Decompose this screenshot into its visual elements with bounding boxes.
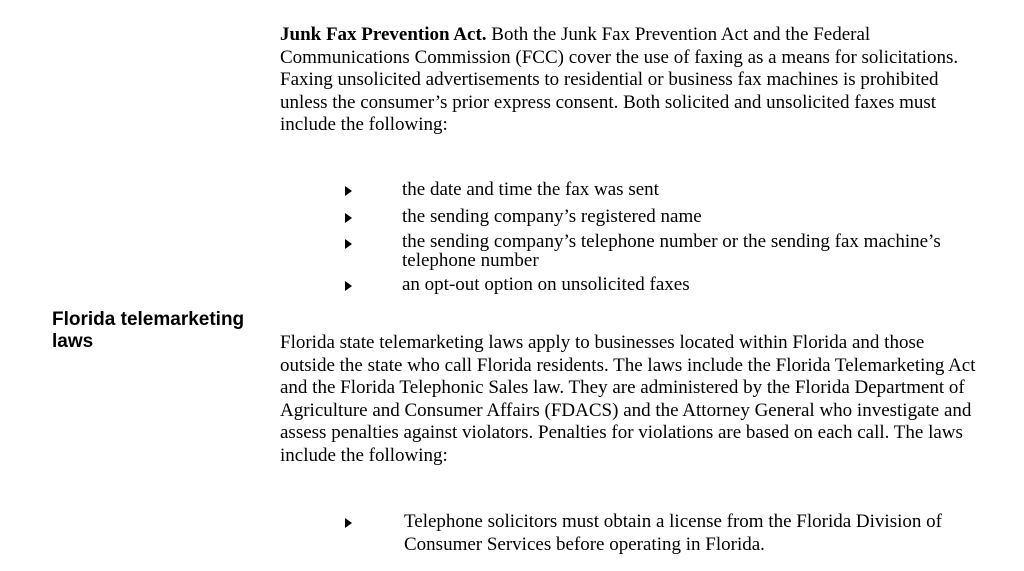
list-item — [340, 232, 980, 270]
florida-requirements-list — [340, 511, 980, 556]
triangle-bullet-icon — [345, 213, 352, 223]
list-item — [340, 511, 980, 556]
triangle-bullet-icon — [345, 518, 352, 528]
junk-fax-requirements-list — [340, 179, 980, 301]
triangle-bullet-icon — [345, 186, 352, 196]
triangle-bullet-icon — [345, 239, 352, 249]
junk-fax-body: Both the Junk Fax Prevention Act and the Federal Communications Commission (FCC) cover the use of faxing as a means for solicitations. Faxing unsolicited advertisements to residential or business fax machines is prohibited unless the consumer’s prior express consent. Both solicited and unsolicited faxes must include the following: — [280, 24, 959, 135]
list-item-text: the sending company’s registered name — [402, 205, 702, 227]
junk-fax-paragraph — [280, 24, 980, 137]
list-item — [340, 179, 980, 202]
florida-side-heading: Florida telemarketing laws — [52, 309, 245, 352]
junk-fax-heading: Junk Fax Prevention Act. — [280, 24, 487, 45]
list-item-text: Telephone solicitors must obtain a license from the Florida Division of Consumer Services before operating in Florida. — [404, 511, 942, 555]
florida-paragraph: Florida state telemarketing laws apply to businesses located within Florida and those outside the state who call Florida residents. The laws include the Florida Telemarketing Act and the Florida Telephonic Sales law. They are administered by the Florida Department of Agriculture and Consumer Affairs (FDACS) and the Attorney General who investigate and assess penalties against violators. Penalties for violations are based on each call. The laws include the following: — [280, 332, 976, 466]
list-item-text: an opt-out option on unsolicited faxes — [402, 274, 690, 295]
list-item — [340, 274, 980, 297]
list-item-text: the sending company’s telephone number or the sending fax machine’s telephone number — [402, 231, 941, 271]
list-item-text: the date and time the fax was sent — [402, 179, 659, 200]
triangle-bullet-icon — [345, 281, 352, 291]
list-item — [340, 206, 980, 229]
